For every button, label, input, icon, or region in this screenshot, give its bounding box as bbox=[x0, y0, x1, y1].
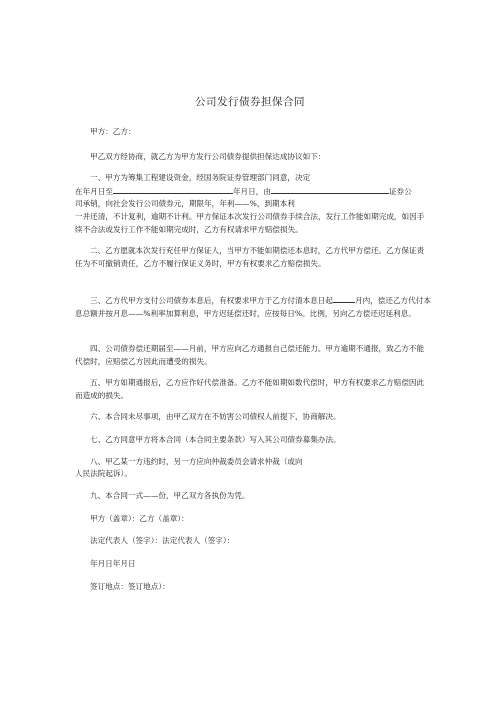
clause-3-part-a: 三、乙方代甲方支付公司债券本息后，有权要求甲方于乙方付清本息日起 bbox=[90, 296, 333, 305]
clause-1-line-2 bbox=[75, 184, 431, 198]
clause-1-date-end: 年月日，由 bbox=[232, 187, 271, 196]
date-line: 年月日年月日 bbox=[90, 559, 136, 568]
blank-line bbox=[271, 184, 389, 194]
document-title: 公司发行债券担保合同 bbox=[195, 96, 305, 108]
clause-3-part-b: 月内，偿还乙方代付本息总额并按月息——%利率加算利息，甲方迟延偿还时，应按每日%。比例，另向乙方偿还迟延利息。 bbox=[75, 296, 431, 318]
signing-place-line: 签订地点：签订地点）： bbox=[90, 582, 170, 591]
blank-line bbox=[333, 293, 355, 303]
clause-1-line-4: 一并还清，不计复利，逾期不计利。甲方保证本次发行公司债券手续合法，发行工作能如期完成，如因手续不合法或发行工作不能如期完成时，乙方有权请求甲方赔偿损失。 bbox=[75, 212, 425, 234]
clause-1-line-3: 司承销，向社会发行公司债券元，期限年，年利——%，到期本利 bbox=[75, 199, 295, 208]
clause-4: 四、公司债券偿还期届至——月前，甲方应向乙方通报自己偿还能力。甲方逾期不通报，致乙方不能代偿时，应赔偿乙方因此而遭受的损失。 bbox=[75, 344, 425, 366]
preamble: 甲乙双方经协商，就乙方为甲方发行公司债券提供担保达成协议如下： bbox=[90, 152, 326, 161]
clause-1-date-start: 在年月日至 bbox=[75, 187, 113, 196]
blank-line bbox=[113, 184, 233, 194]
clause-8-line-1: 八、甲乙某一方违约时，另一方应向仲裁委员会请求仲裁（或向 bbox=[90, 457, 303, 466]
clause-5: 五、甲方如期通报后，乙方应作好代偿准备。乙方不能如期如数代偿时，甲方有权要求乙方赔偿因此而造成的损失。 bbox=[75, 378, 425, 400]
clause-1-line-1: 一、甲方为筹集工程建设资金，经国务院证券管理部门同意，决定 bbox=[90, 173, 311, 182]
parties-line: 甲方：乙方： bbox=[90, 127, 136, 136]
clause-8-line-2: 人民法院起诉）。 bbox=[75, 469, 132, 478]
clause-3 bbox=[75, 293, 431, 320]
clause-9: 九、本合同一式——份，甲乙双方各执份为凭。 bbox=[90, 491, 250, 500]
clause-1-underwriter: 证券公 bbox=[388, 187, 412, 196]
clause-2: 二、乙方愿就本次发行充任甲方保证人，当甲方不能如期偿还本息时，乙方代甲方偿还。乙方保证责任为不可撤销责任，乙方不履行保证义务时，甲方有权要求乙方赔偿损失。 bbox=[75, 246, 425, 268]
clause-6: 六、本合同未尽事项，由甲乙双方在不妨害公司债权人前提下，协商解决。 bbox=[90, 412, 341, 421]
clause-7: 七、乙方同意甲方将本合同（本合同主要条款）写入其公司债券募集办法。 bbox=[90, 435, 341, 444]
legal-representative-line: 法定代表人（签字）：法定代表人（签字）： bbox=[90, 536, 235, 545]
seal-line: 甲方（盖章）：乙方（盖章）： bbox=[90, 514, 189, 523]
